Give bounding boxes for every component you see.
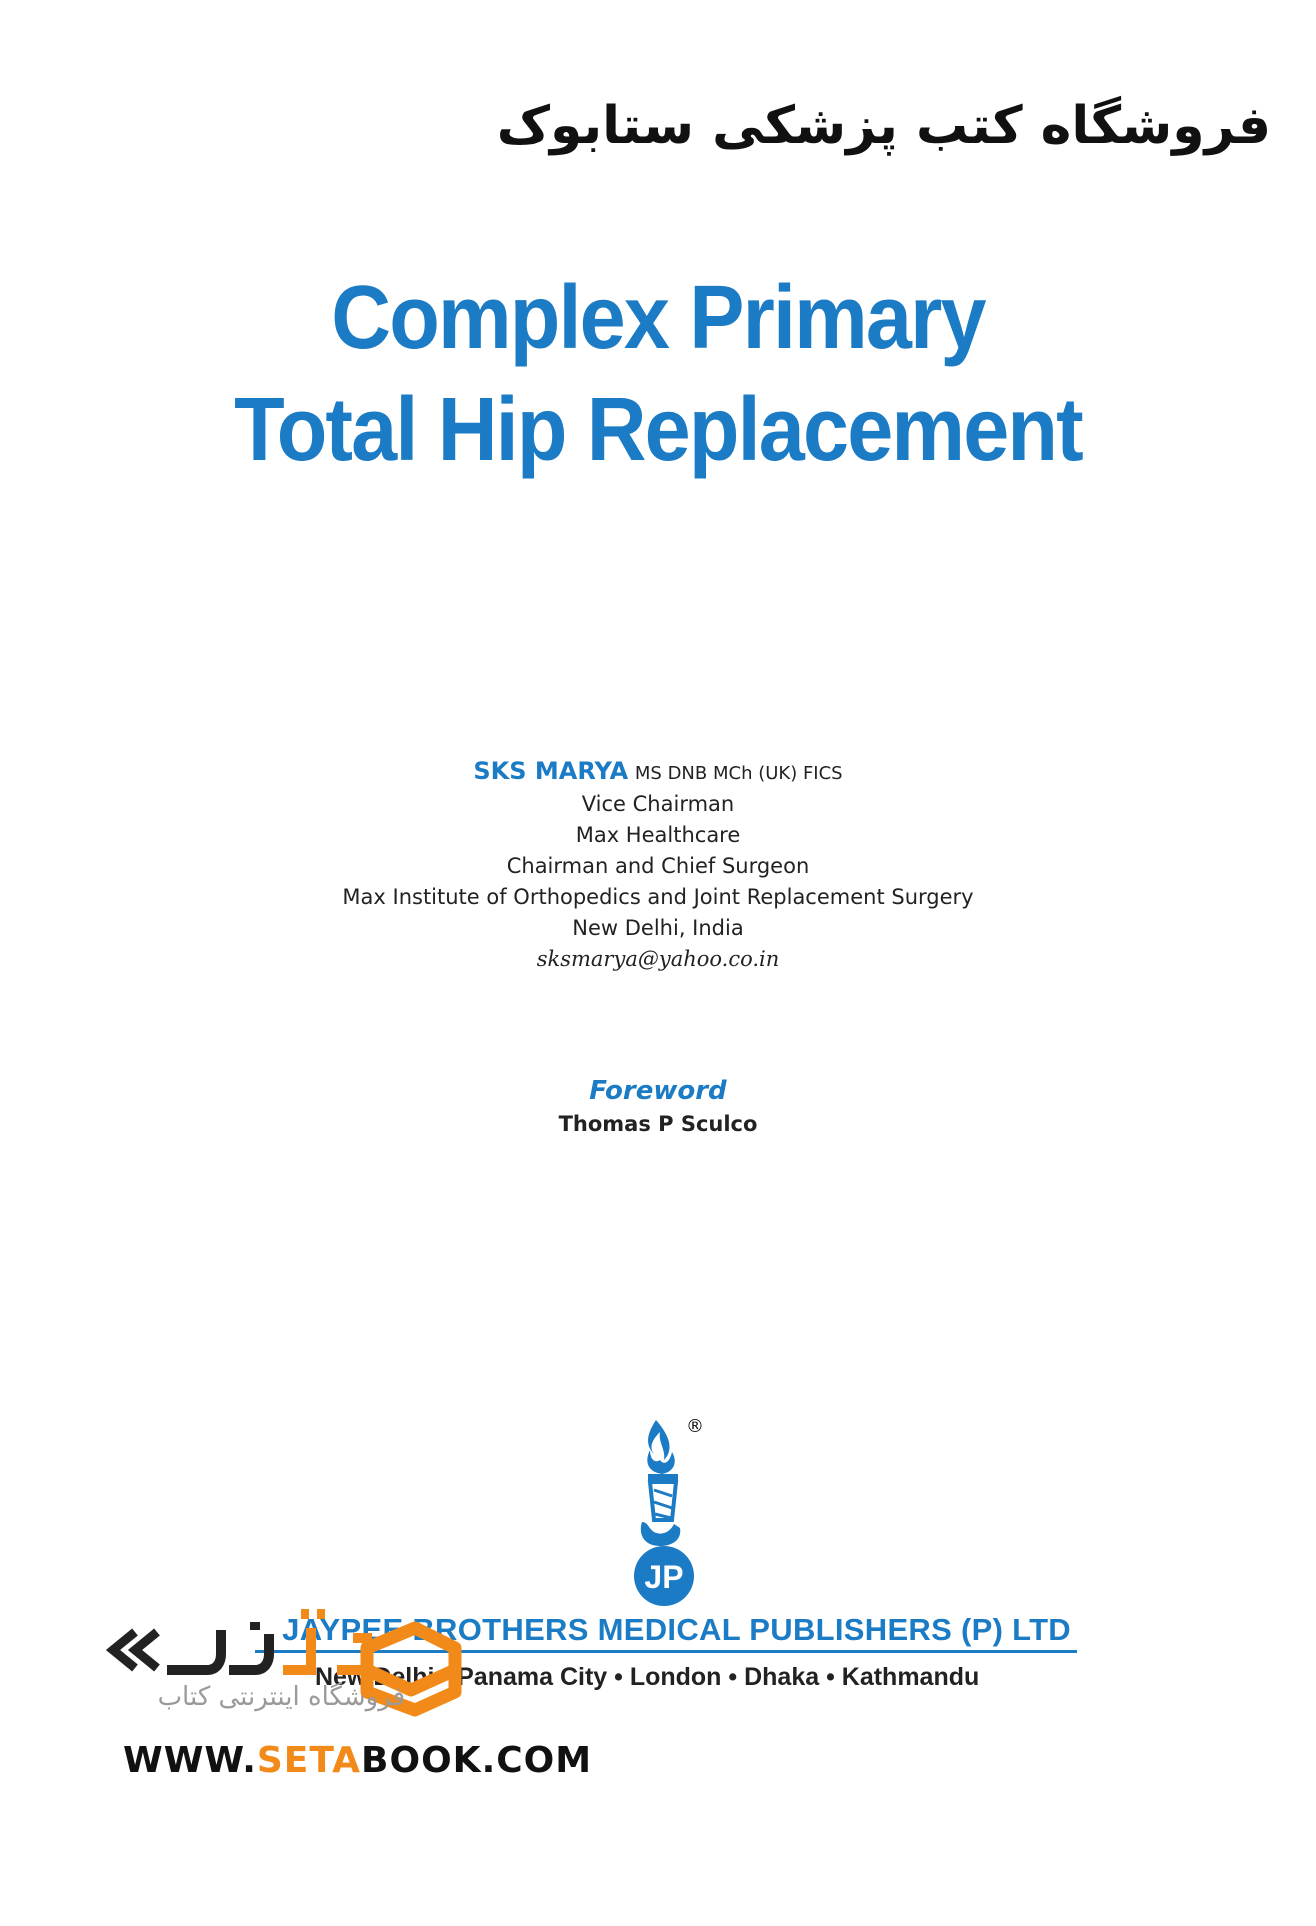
setabook-url [123,1740,592,1781]
setabook-url-prefix: WWW. [123,1740,257,1781]
book-title-line-1: Complex Primary [331,268,985,368]
store-header: فروشگاه کتب پزشکی ستابوک [496,96,1271,156]
setabook-url-accent: SETA [256,1740,362,1781]
author-affiliation: Vice Chairman [581,792,735,816]
author-affiliation: Chairman and Chief Surgeon [506,854,810,878]
foreword-author: Thomas P Sculco [558,1112,758,1136]
author-affiliation: Max Institute of Orthopedics and Joint Replacement Surgery [342,885,974,909]
author-qualifications: MS DNB MCh (UK) FICS [634,763,843,784]
foreword-label: Foreword [589,1076,727,1106]
publisher-torch-logo-icon [614,1410,724,1610]
author-name: SKS MARYA [473,757,629,785]
publisher-cities: New Delhi • Panama City • London • Dhaka • Kathmandu [315,1663,980,1691]
book-title [53,262,1264,486]
setabook-url-suffix: BOOK.COM [361,1740,593,1781]
author-block [0,756,1316,975]
author-affiliation: Max Healthcare [575,823,741,847]
publisher-name: JAYPEE BROTHERS MEDICAL PUBLISHERS (P) LTD [282,1612,1071,1647]
author-affiliation: New Delhi, India [572,916,744,940]
registered-mark: ® [686,1416,704,1437]
setabook-watermark [105,1600,593,1800]
book-title-line-2: Total Hip Replacement [234,380,1082,480]
author-name-line [0,756,1316,789]
publisher-logo-text: JP [644,1559,684,1595]
foreword-block [0,1074,1316,1140]
author-email: sksmarya@yahoo.co.in [536,947,780,971]
setabook-subtitle: فروشگاه اینترنتی کتاب [157,1682,405,1712]
